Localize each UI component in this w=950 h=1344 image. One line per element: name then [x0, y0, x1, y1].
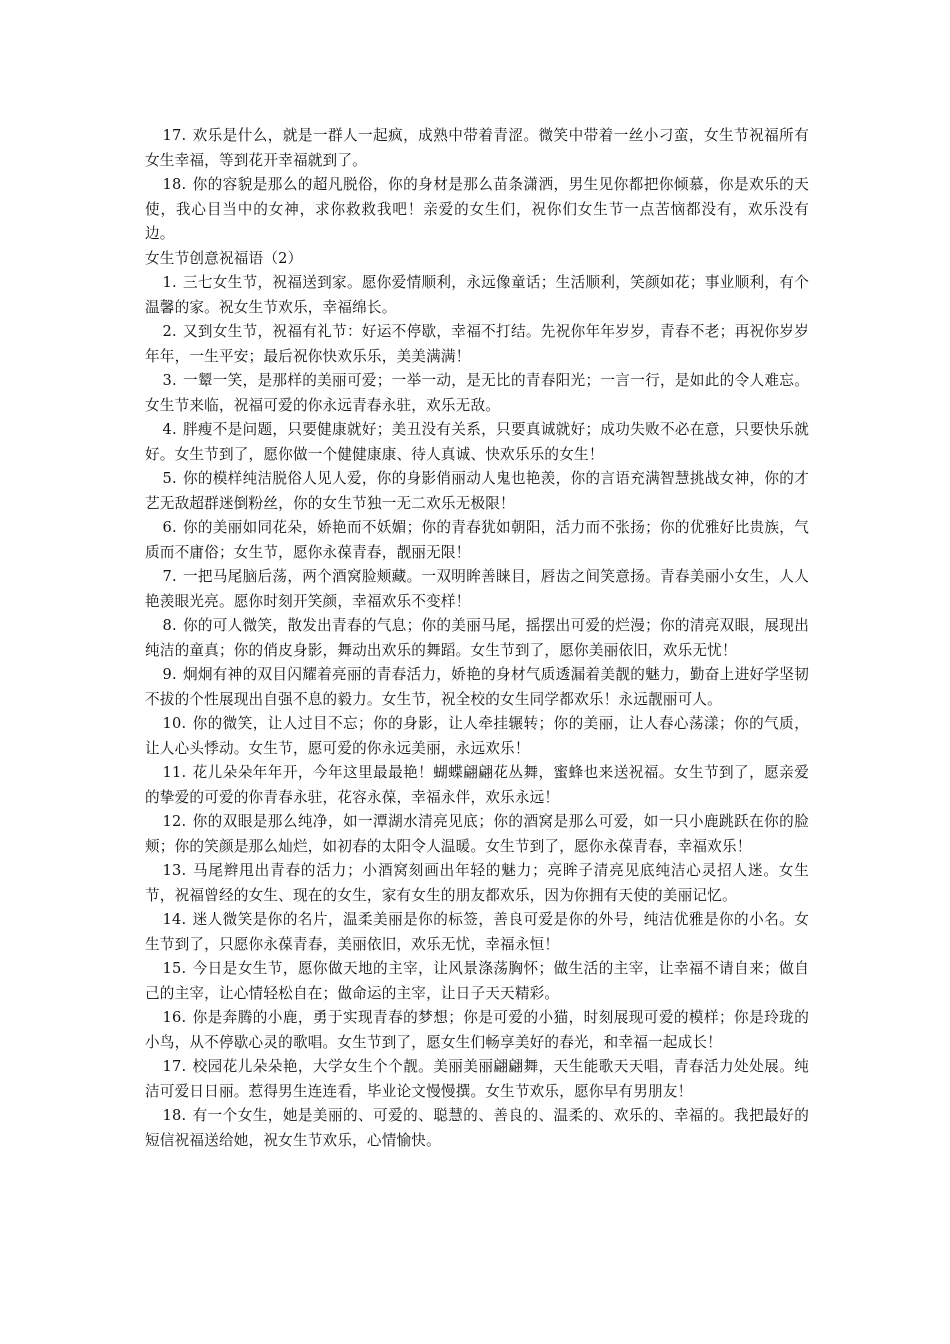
paragraph-item-14 [145, 908, 809, 957]
paragraph-item-8 [145, 614, 809, 663]
item-text: 今日是女生节，愿你做天地的主宰，让风景涤荡胸怀；做生活的主宰，让幸福不请自来；做自己的主宰，让心情轻松自在；做命运的主宰，让日子天天精彩。 [145, 960, 809, 1002]
item-number: 14. [162, 911, 187, 928]
item-number: 5. [162, 470, 177, 487]
paragraph-item-2 [145, 320, 809, 369]
item-number: 15. [162, 960, 187, 977]
item-text: 你的美丽如同花朵，娇艳而不妖媚；你的青春犹如朝阳，活力而不张扬；你的优雅好比贵族，气质而不庸俗；女生节，愿你永葆青春，靓丽无限！ [145, 519, 809, 561]
item-text: 你的双眼是那么纯净，如一潭湖水清亮见底；你的酒窝是那么可爱，如一只小鹿跳跃在你的脸颊；你的笑颜是那么灿烂，如初春的太阳令人温暖。女生节到了，愿你永葆青春，幸福欢乐！ [145, 813, 809, 855]
paragraph-item-4 [145, 418, 809, 467]
paragraph-intro-18 [145, 173, 809, 247]
item-number: 17. [162, 1058, 187, 1075]
item-number: 18. [162, 1107, 187, 1124]
paragraph-item-18 [145, 1104, 809, 1153]
item-number: 4. [162, 421, 177, 438]
paragraph-item-3 [145, 369, 809, 418]
paragraph-item-1 [145, 271, 809, 320]
item-number: 17. [162, 127, 187, 144]
paragraph-item-13 [145, 859, 809, 908]
paragraph-item-7 [145, 565, 809, 614]
paragraph-item-9 [145, 663, 809, 712]
item-number: 11. [162, 764, 187, 781]
item-text: 胖瘦不是问题，只要健康就好；美丑没有关系，只要真诚就好；成功失败不必在意，只要快乐就好。女生节到了，愿你做一个健健康康、待人真诚、快欢乐乐的女生！ [145, 421, 809, 463]
item-number: 2. [162, 323, 177, 340]
item-number: 18. [162, 176, 187, 193]
item-text: 你是奔腾的小鹿，勇于实现青春的梦想；你是可爱的小猫，时刻展现可爱的模样；你是玲珑的小鸟，从不停歇心灵的歌唱。女生节到了，愿女生们畅享美好的春光，和幸福一起成长！ [145, 1009, 809, 1051]
item-number: 9. [162, 666, 177, 683]
item-number: 16. [162, 1009, 187, 1026]
item-number: 10. [162, 715, 187, 732]
paragraph-item-17 [145, 1055, 809, 1104]
item-text: 马尾辫甩出青春的活力；小酒窝刻画出年轻的魅力；亮眸子清亮见底纯洁心灵招人迷。女生节，祝福曾经的女生、现在的女生，家有女生的朋友都欢乐，因为你拥有天使的美丽记忆。 [145, 862, 809, 904]
paragraph-item-5 [145, 467, 809, 516]
item-text: 一把马尾脑后荡，两个酒窝脸颊藏。一双明眸善睐目，唇齿之间笑意扬。青春美丽小女生，人人艳羡眼光亮。愿你时刻开笑颜，幸福欢乐不变样！ [145, 568, 809, 610]
paragraph-item-10 [145, 712, 809, 761]
item-text: 花儿朵朵年年开，今年这里最最艳！蝴蝶翩翩花丛舞，蜜蜂也来送祝福。女生节到了，愿亲爱的挚爱的可爱的你青春永驻，花容永葆，幸福永伴，欢乐永远！ [145, 764, 809, 806]
paragraph-item-12 [145, 810, 809, 859]
document-page [145, 124, 809, 1153]
item-number: 7. [162, 568, 177, 585]
item-text: 你的模样纯洁脱俗人见人爱，你的身影俏丽动人鬼也艳羡，你的言语充满智慧挑战女神，你的才艺无敌超群迷倒粉丝，你的女生节独一无二欢乐无极限！ [145, 470, 809, 512]
paragraph-item-11 [145, 761, 809, 810]
paragraph-item-6 [145, 516, 809, 565]
item-text: 迷人微笑是你的名片，温柔美丽是你的标签，善良可爱是你的外号，纯洁优雅是你的小名。女生节到了，只愿你永葆青春，美丽依旧，欢乐无忧，幸福永恒！ [145, 911, 809, 953]
item-number: 12. [162, 813, 187, 830]
item-text: 炯炯有神的双目闪耀着亮丽的青春活力，娇艳的身材气质透漏着美靓的魅力，勤奋上进好学坚韧不拔的个性展现出自强不息的毅力。女生节，祝全校的女生同学都欢乐！永远靓丽可人。 [145, 666, 809, 708]
item-number: 13. [162, 862, 187, 879]
section-title: 女生节创意祝福语（2） [145, 249, 303, 267]
item-text: 三七女生节，祝福送到家。愿你爱情顺利，永远像童话；生活顺利，笑颜如花；事业顺利，有个温馨的家。祝女生节欢乐，幸福绵长。 [145, 274, 809, 316]
item-text: 欢乐是什么，就是一群人一起疯，成熟中带着青涩。微笑中带着一丝小刁蛮，女生节祝福所有女生幸福，等到花开幸福就到了。 [145, 127, 809, 169]
item-text: 一颦一笑，是那样的美丽可爱；一举一动，是无比的青春阳光；一言一行，是如此的令人难忘。女生节来临，祝福可爱的你永远青春永驻，欢乐无敌。 [145, 372, 809, 414]
item-number: 1. [162, 274, 177, 291]
item-text: 又到女生节，祝福有礼节：好运不停歇，幸福不打结。先祝你年年岁岁，青春不老；再祝你岁岁年年，一生平安；最后祝你快欢乐乐，美美满满！ [145, 323, 809, 365]
item-number: 8. [162, 617, 177, 634]
item-text: 你的可人微笑，散发出青春的气息；你的美丽马尾，摇摆出可爱的烂漫；你的清亮双眼，展现出纯洁的童真；你的俏皮身影，舞动出欢乐的舞蹈。女生节到了，愿你美丽依旧，欢乐无忧！ [145, 617, 809, 659]
item-number: 6. [162, 519, 177, 536]
item-text: 你的容貌是那么的超凡脱俗，你的身材是那么苗条潇洒，男生见你都把你倾慕，你是欢乐的天使，我心目当中的女神，求你救救我吧！亲爱的女生们，祝你们女生节一点苦恼都没有，欢乐没有边。 [145, 176, 809, 242]
paragraph-intro-17 [145, 124, 809, 173]
item-text: 校园花儿朵朵艳，大学女生个个靓。美丽美丽翩翩舞，天生能歌天天唱，青春活力处处展。纯洁可爱日日丽。惹得男生连连看，毕业论文慢慢撰。女生节欢乐，愿你早有男朋友！ [145, 1058, 809, 1100]
item-number: 3. [162, 372, 177, 389]
paragraph-item-16 [145, 1006, 809, 1055]
paragraph-item-15 [145, 957, 809, 1006]
item-text: 有一个女生，她是美丽的、可爱的、聪慧的、善良的、温柔的、欢乐的、幸福的。我把最好的短信祝福送给她，祝女生节欢乐，心情愉快。 [145, 1107, 809, 1149]
item-text: 你的微笑，让人过目不忘；你的身影，让人牵挂辗转；你的美丽，让人春心荡漾；你的气质，让人心头悸动。女生节，愿可爱的你永远美丽，永远欢乐！ [145, 715, 809, 757]
